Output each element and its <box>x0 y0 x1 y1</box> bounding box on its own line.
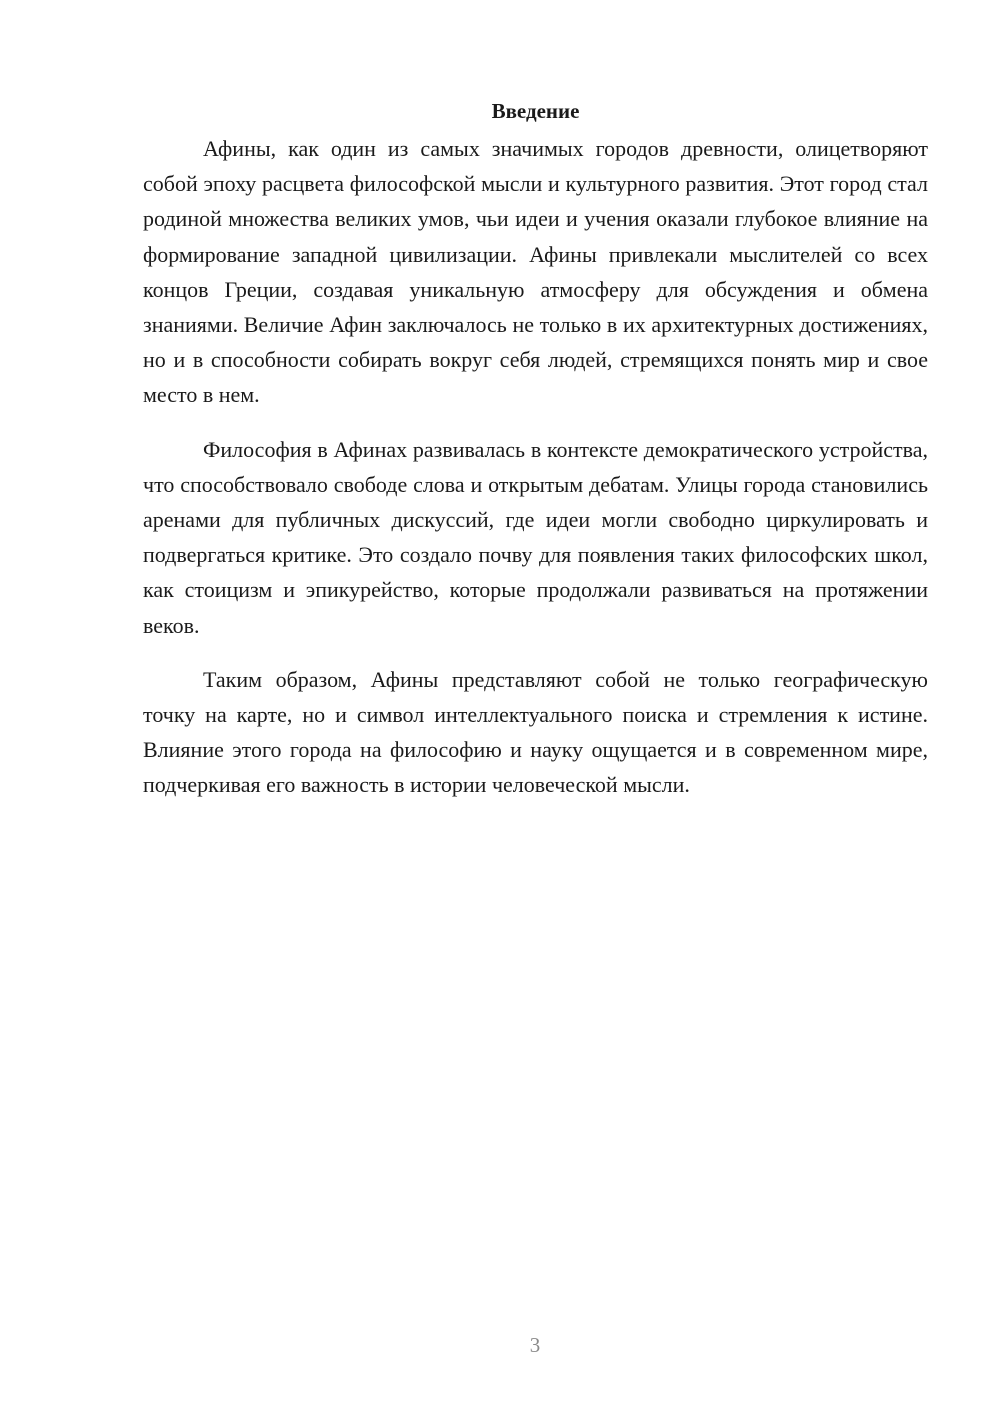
paragraph-1: Афины, как один из самых значимых городов древности, олицетворяют собой эпоху расцвета философской мысли и культурного развития. Этот город стал родиной множества великих умов, чьи идеи и учения оказали глубокое влияние на формирование западной цивилизации. Афины привлекали мыслителей со всех концов Греции, создавая уникальную атмосферу для обсуждения и обмена знаниями. Величие Афин заключалось не только в их архитектурных достижениях, но и в способности собирать вокруг себя людей, стремящихся понять мир и свое место в нем. <box>143 136 928 408</box>
paragraph-3: Таким образом, Афины представляют собой не только географическую точку на карте, но и символ интеллектуального поиска и стремления к истине. Влияние этого города на философию и науку ощущается и в современном мире, подчеркивая его важность в истории человеческой мысли. <box>143 666 928 798</box>
paragraph-2: Философия в Афинах развивалась в контексте демократического устройства, что способствовало свободе слова и открытым дебатам. Улицы города становились аренами для публичных дискуссий, где идеи могли свободно циркулировать и подвергаться критике. Это создало почву для появления таких философских школ, как стоицизм и эпикурейство, которые продолжали развиваться на протяжении веков. <box>143 436 928 638</box>
page-content <box>143 96 928 822</box>
page-number: 3 <box>529 1333 541 1357</box>
section-heading: Введение <box>491 99 580 123</box>
